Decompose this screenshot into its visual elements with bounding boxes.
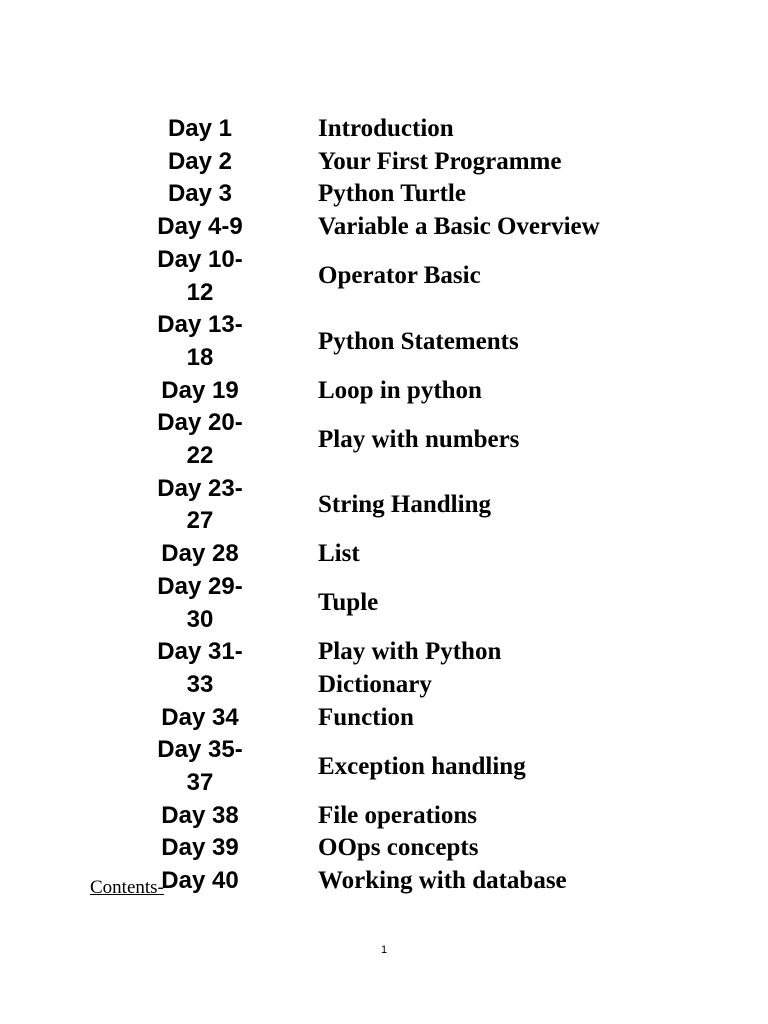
day-label: Day 20-22	[157, 409, 243, 470]
schedule-row	[0, 702, 768, 735]
day-label: Day 28	[161, 540, 239, 568]
topic-label: Python Statements	[318, 327, 519, 355]
page-number: 1	[380, 944, 388, 956]
day-label: Day 3	[167, 180, 233, 208]
topic-label: Tuple	[318, 589, 379, 617]
contents-label: Contents-	[90, 877, 164, 898]
schedule-row	[0, 244, 768, 309]
topic-label: Your First Programme	[318, 147, 562, 175]
topic-label: Play with Python Dictionary	[318, 638, 502, 698]
schedule-row	[0, 538, 768, 571]
schedule-row	[0, 211, 768, 244]
topic-label: List	[318, 540, 360, 568]
day-label: Day 39	[161, 834, 239, 862]
schedule-row	[0, 407, 768, 472]
schedule-row	[0, 146, 768, 179]
day-label: Day 23-27	[157, 474, 243, 535]
topic-label: Function	[318, 703, 414, 731]
schedule-row	[0, 734, 768, 799]
day-label: Day 38	[161, 801, 239, 829]
day-label: Day 35-37	[157, 736, 243, 797]
topic-label: Introduction	[318, 115, 454, 142]
schedule-row	[0, 473, 768, 538]
topic-label: Working with database	[318, 867, 567, 895]
topic-label: String Handling	[318, 491, 491, 519]
topic-label: Operator Basic	[318, 262, 481, 290]
topic-label: Play with numbers	[318, 425, 520, 453]
day-label: Day 40	[161, 867, 239, 895]
schedule-row	[0, 571, 768, 636]
schedule-row	[0, 178, 768, 211]
day-label: Day 13-18	[157, 311, 243, 371]
day-label: Day 10-12	[157, 245, 243, 306]
day-label: Day 34	[161, 703, 239, 731]
day-label: Day 4-9	[157, 213, 243, 241]
day-label: Day 1	[167, 115, 233, 142]
day-label: Day 29-30	[157, 572, 243, 633]
schedule-row	[0, 113, 768, 146]
topic-label: Exception handling	[318, 752, 526, 780]
topic-label: Variable a Basic Overview	[318, 213, 600, 241]
topic-label: File operations	[318, 801, 478, 829]
schedule-table	[0, 113, 768, 898]
schedule-row	[0, 309, 768, 374]
topic-label: Python Turtle	[318, 180, 466, 208]
day-label: Day 2	[167, 147, 233, 175]
topic-label: OOps concepts	[318, 834, 479, 862]
day-label: Day 19	[161, 376, 239, 404]
schedule-row	[0, 375, 768, 408]
schedule-row	[0, 636, 768, 701]
schedule-row	[0, 832, 768, 865]
schedule-row	[0, 800, 768, 833]
day-label: Day 31-33	[157, 638, 243, 698]
topic-label: Loop in python	[318, 376, 482, 404]
